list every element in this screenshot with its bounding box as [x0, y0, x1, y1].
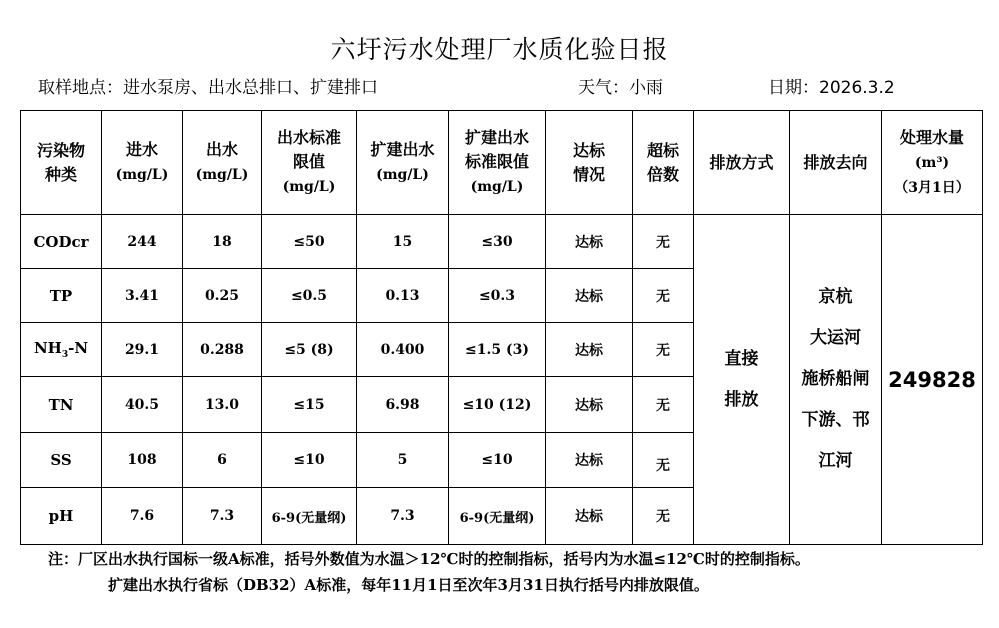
exceed-value: 无 — [633, 269, 694, 323]
water-quality-table — [20, 110, 983, 545]
exceed-value: 无 — [633, 323, 694, 377]
exceed-value: 无 — [633, 488, 694, 545]
inflow-value: 29.1 — [102, 323, 183, 377]
inflow-value: 244 — [102, 215, 183, 269]
report-date: 日期：2026.3.2 — [768, 78, 895, 98]
outflow-value: 13.0 — [183, 377, 262, 433]
ext-out-value: 0.13 — [357, 269, 449, 323]
report-title: 六圩污水处理厂水质化验日报 — [330, 35, 669, 64]
ext-limit-value: ≤10 — [449, 433, 546, 488]
out-limit-value: ≤15 — [262, 377, 357, 433]
inflow-value: 7.6 — [102, 488, 183, 545]
outflow-value: 0.288 — [183, 323, 262, 377]
ext-limit-value: 6-9(无量纲) — [449, 488, 546, 545]
volume-value: 249828 — [882, 215, 983, 545]
status-value: 达标 — [546, 433, 633, 488]
out-limit-value: ≤50 — [262, 215, 357, 269]
note-line-1: 注：厂区出水执行国标一级A标准，括号外数值为水温＞12℃时的控制指标，括号内为水温≤12℃时的控制指标。 — [48, 550, 810, 568]
header-discharge-mode: 排放方式 — [694, 111, 790, 215]
pollutant-name: SS — [21, 433, 102, 488]
outflow-value: 6 — [183, 433, 262, 488]
header-row — [21, 111, 983, 215]
pollutant-name: pH — [21, 488, 102, 545]
out-limit-value: ≤5 (8) — [262, 323, 357, 377]
out-limit-value: ≤10 — [262, 433, 357, 488]
weather-info: 天气：小雨 — [578, 78, 663, 98]
outflow-value: 18 — [183, 215, 262, 269]
header-exceed: 超标 倍数 — [633, 111, 694, 215]
header-inflow: 进水 (mg/L) — [102, 111, 183, 215]
status-value: 达标 — [546, 377, 633, 433]
outflow-value: 7.3 — [183, 488, 262, 545]
status-value: 达标 — [546, 215, 633, 269]
ext-limit-value: ≤30 — [449, 215, 546, 269]
inflow-value: 40.5 — [102, 377, 183, 433]
notes — [48, 546, 810, 598]
out-limit-value: 6-9(无量纲) — [262, 488, 357, 545]
discharge-dest-cell: 京杭 大运河 施桥船闸 下游、邗 江河 — [790, 215, 882, 545]
sampling-location: 取样地点：进水泵房、出水总排口、扩建排口 — [38, 78, 378, 98]
exceed-value: 无 — [633, 377, 694, 433]
pollutant-name: TP — [21, 269, 102, 323]
status-value: 达标 — [546, 488, 633, 545]
pollutant-name: $NH_3-N$ — [21, 323, 102, 377]
header-outflow: 出水 (mg/L) — [183, 111, 262, 215]
ext-out-value: 15 — [357, 215, 449, 269]
header-ext-out: 扩建出水 (mg/L) — [357, 111, 449, 215]
header-status: 达标 情况 — [546, 111, 633, 215]
header-out-limit: 出水标准 限值 (mg/L) — [262, 111, 357, 215]
note-line-2: 扩建出水执行省标（DB32）A标准，每年11月1日至次年3月31日执行括号内排放限值。 — [108, 576, 709, 594]
exceed-value: 无 — [633, 215, 694, 269]
inflow-value: 3.41 — [102, 269, 183, 323]
ext-limit-value: ≤0.3 — [449, 269, 546, 323]
pollutant-name: TN — [21, 377, 102, 433]
header-volume: 处理水量 (m³) （3月1日） — [882, 111, 983, 215]
pollutant-name: CODcr — [21, 215, 102, 269]
header-pollutant: 污染物 种类 — [21, 111, 102, 215]
ext-out-value: 0.400 — [357, 323, 449, 377]
status-value: 达标 — [546, 323, 633, 377]
ext-out-value: 5 — [357, 433, 449, 488]
discharge-mode-cell: 直接 排放 — [694, 215, 790, 545]
table-row — [21, 215, 983, 269]
ext-limit-value: ≤1.5 (3) — [449, 323, 546, 377]
inflow-value: 108 — [102, 433, 183, 488]
header-ext-limit: 扩建出水 标准限值 (mg/L) — [449, 111, 546, 215]
outflow-value: 0.25 — [183, 269, 262, 323]
out-limit-value: ≤0.5 — [262, 269, 357, 323]
exceed-value: 无 — [633, 433, 694, 488]
status-value: 达标 — [546, 269, 633, 323]
header-discharge-dest: 排放去向 — [790, 111, 882, 215]
ext-out-value: 6.98 — [357, 377, 449, 433]
ext-limit-value: ≤10 (12) — [449, 377, 546, 433]
ext-out-value: 7.3 — [357, 488, 449, 545]
